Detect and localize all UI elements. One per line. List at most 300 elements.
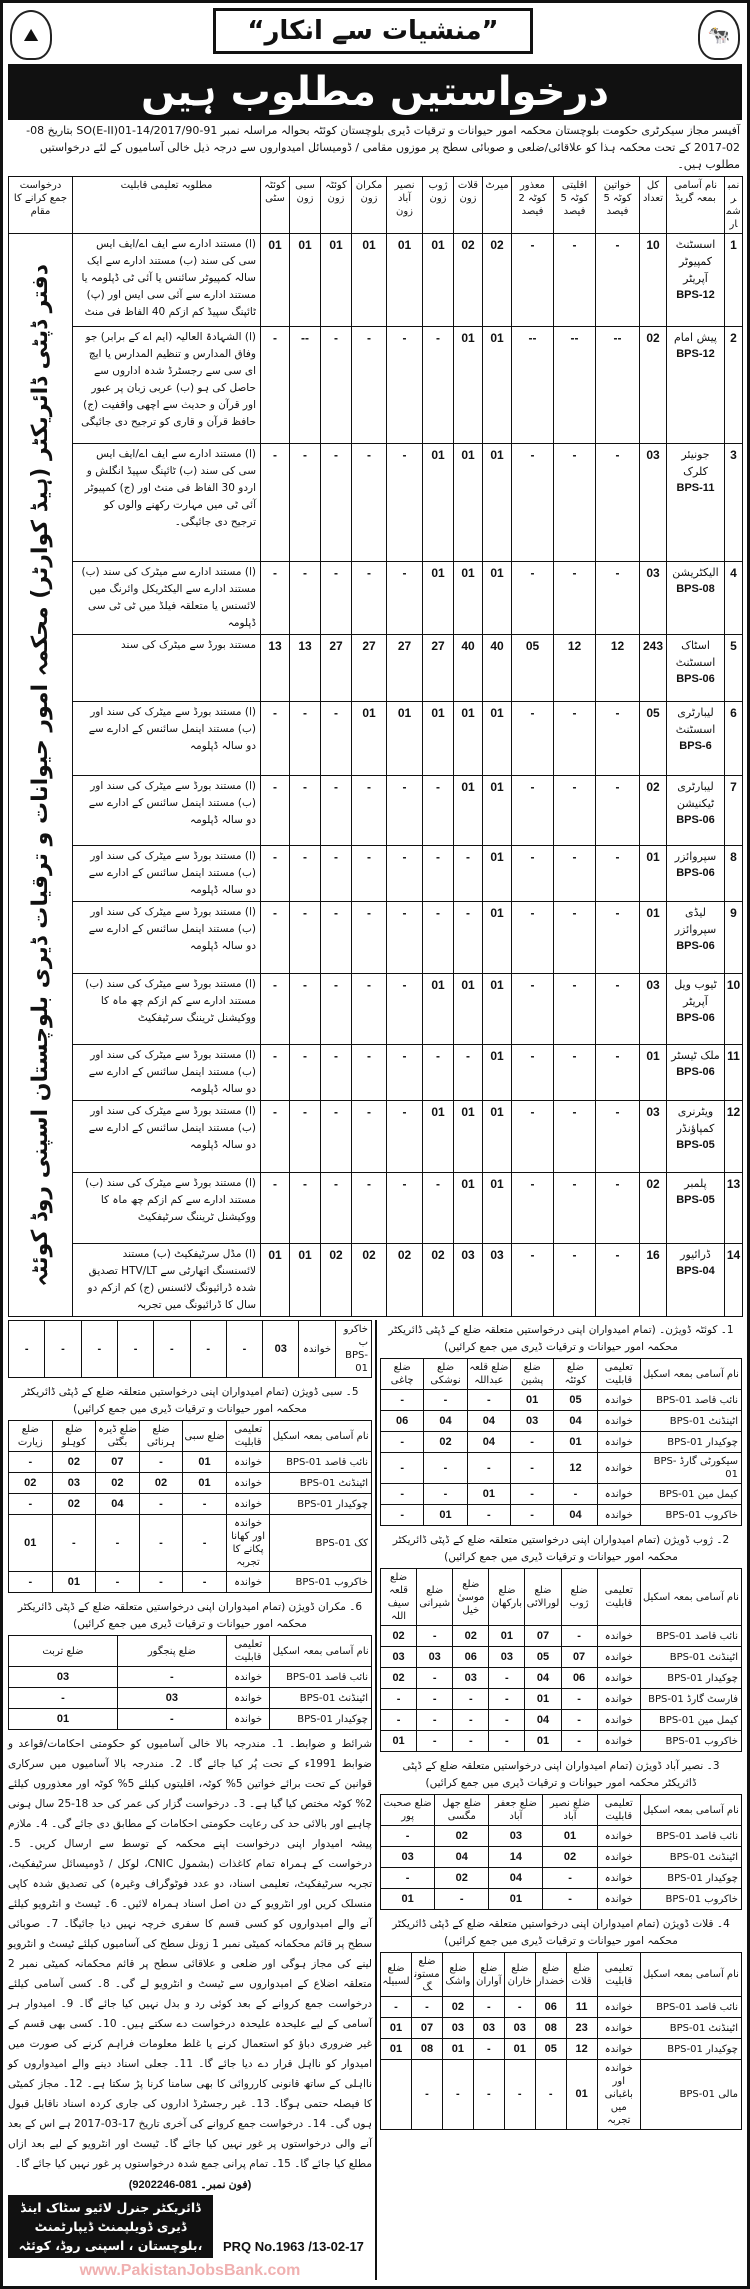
column-header: ضلع چاغی [381,1359,424,1390]
table-row [9,1572,372,1593]
qualification: خواندہ [597,2018,640,2039]
district-count: - [381,1868,435,1889]
quota-count: -- [290,327,321,444]
phone-number: (فون نمبر۔ 081-9202246) [128,2179,252,2191]
division-table-makran [8,1635,372,1730]
post-name: نائب قاصد BPS-01 [640,1826,741,1847]
quota-count: 02 [640,327,667,444]
table-row [381,1647,742,1668]
district-count: - [510,1484,553,1505]
division-heading: 5۔ سبی ڈویژن (تمام امیدواران اپنی درخواستیں متعلقہ ضلع کے ڈپٹی ڈائریکٹر محکمہ امور حیوانات و ترقیات ڈیری میں جمع کرائیں) [21,1386,359,1415]
table-row [381,1505,742,1526]
quota-count: - [554,974,596,1045]
district-count: - [473,1997,504,2018]
division-heading: 1۔ کوئٹہ ڈویژن۔ (تمام امیدواران اپنی درخواستیں متعلقہ ضلع کے ڈپٹی ڈائریکٹر محکمہ امور حیوانات و ترقیات ڈیری میں جمع کرائیں) [388,1324,734,1353]
quota-count: - [387,562,423,635]
row-number: 7 [725,776,743,846]
qualification: خواندہ [597,1484,640,1505]
quota-count: - [387,444,423,562]
quota-count: - [423,1045,454,1101]
table-row [9,1045,743,1101]
table-row [9,1667,372,1688]
quota-count: 13 [261,635,290,702]
district-count: 04 [467,1411,510,1432]
district-count: - [117,1709,226,1730]
district-count: 02 [442,1997,473,2018]
left-column [8,1320,375,2280]
quota-count: - [387,902,423,974]
qualification: (ا) مڈل سرٹیفکیٹ (ب) مستند لائسنسنگ اتھارٹی سے HTV/LT تصدیق شدہ ڈرائیونگ لائسنس (ج) کم ازکم دو سال کا ڈرائیونگ میں تجربہ [73,1244,261,1317]
quota-count: - [554,562,596,635]
district-count: - [424,1484,467,1505]
table-row [9,776,743,846]
table-row [381,1731,742,1752]
table-row [381,1868,742,1889]
quota-count: - [554,1045,596,1101]
column-header: ضلع کوئٹہ [554,1359,597,1390]
district-count: - [9,1494,53,1515]
column-header: نام آسامی بمعہ اسکیل [640,1359,741,1390]
quota-count: - [554,1101,596,1173]
quota-count: 01 [423,702,454,776]
district-count: - [473,2060,504,2130]
district-count: - [411,2060,442,2130]
post-grade: BPS-06 [676,1066,715,1078]
district-count: - [467,1505,510,1526]
table-row [381,1484,742,1505]
quota-count: 01 [483,444,512,562]
district-count: 02 [424,1432,467,1453]
district-count: - [139,1452,183,1473]
quota-count: - [554,702,596,776]
quota-count: 01 [640,846,667,902]
quota-count: 13 [290,635,321,702]
quota-count: - [512,1101,554,1173]
quota-count: - [352,1173,387,1244]
post-grade: BPS-05 [676,1194,715,1206]
quota-count: 05 [512,635,554,702]
post-name [667,1101,725,1173]
table-row [9,902,743,974]
cell: خواندہ [299,1321,335,1378]
column-header: کوئٹہ زون [321,177,352,234]
quota-count: 01 [387,702,423,776]
quota-count: - [596,444,640,562]
qualification: خواندہ [226,1572,270,1593]
qualification: خواندہ [226,1688,270,1709]
division-area [8,1320,742,2280]
district-count: - [381,1505,424,1526]
district-count: 02 [381,1626,417,1647]
quota-count: - [290,444,321,562]
cell: 03 [263,1321,299,1378]
quota-count: 01 [290,1244,321,1317]
district-count: - [467,1453,510,1484]
quota-count: - [261,702,290,776]
quota-count: -- [512,327,554,444]
application-place [9,234,73,1317]
qualification: خواندہ [597,1626,640,1647]
main-posts-table [8,176,743,1317]
post-name: خاکروب BPS-01 [270,1572,372,1593]
qualification: خواندہ [226,1667,270,1688]
quota-count: - [596,1173,640,1244]
post-name [667,444,725,562]
district-count: - [381,1689,417,1710]
table-row [381,1710,742,1731]
qualification: خواندہ [597,2039,640,2060]
post-name: نائب قاصد BPS-01 [640,1626,741,1647]
quota-count: - [512,444,554,562]
watermark: www.PakistanJobsBank.com [79,2262,301,2279]
column-header: ضلع خاران [504,1953,535,1997]
column-header: مکران زون [352,177,387,234]
column-header: معذور کوٹہ 2 فیصد [512,177,554,234]
quota-count: 01 [483,327,512,444]
district-count: 03 [417,1647,453,1668]
quota-count: 01 [483,1173,512,1244]
column-header: کوئٹہ سٹی [261,177,290,234]
district-count: - [561,1626,597,1647]
district-count: - [442,2060,473,2130]
quota-count: - [261,444,290,562]
quota-count: - [290,562,321,635]
district-count: 05 [554,1390,597,1411]
qualification: (ا) مستند بورڈ سے میٹرک کی سند اور (ب) مستند اینمل سائنس کے ادارے سے دو سالہ ڈپلومہ [73,776,261,846]
quota-count: 01 [261,1244,290,1317]
district-count: 01 [183,1452,227,1473]
district-count: 01 [381,1889,435,1910]
district-count: 04 [525,1668,561,1689]
district-count: 01 [52,1572,96,1593]
quota-count: 27 [352,635,387,702]
district-count: 01 [442,2039,473,2060]
quota-count: 01 [321,234,352,327]
quota-count: 01 [483,1101,512,1173]
quota-count: - [387,776,423,846]
post-name: خاکروب BPS-01 [640,1505,741,1526]
post-name: چوکیدار BPS-01 [270,1494,372,1515]
district-count: - [381,1484,424,1505]
cell: - [117,1321,153,1378]
table-row [9,702,743,776]
table-row [9,234,743,327]
row-number: 5 [725,635,743,702]
district-count: - [381,1453,424,1484]
quota-count: 01 [483,776,512,846]
table-header-row [381,1795,742,1826]
quota-count: - [596,234,640,327]
district-count: 12 [554,1453,597,1484]
row-number: 9 [725,902,743,974]
column-header: ضلع قلعہ سیف اللہ [381,1569,417,1626]
quota-count: - [512,1244,554,1317]
post-title: اسٹاک اسسٹنٹ [675,639,716,669]
district-count: - [535,2060,566,2130]
quota-count: 27 [423,635,454,702]
quota-count: - [290,1101,321,1173]
column-header: تعلیمی قابلیت [597,1953,640,1997]
post-name: خاکروب BPS-01 [640,1889,741,1910]
qualification: خواندہ [226,1473,270,1494]
column-header: نام آسامی بمعہ اسکیل [270,1421,372,1452]
quota-count: - [352,327,387,444]
quota-count: - [290,974,321,1045]
quota-count: 03 [640,974,667,1045]
quota-count: - [290,846,321,902]
quota-count: 27 [387,635,423,702]
quota-count: 01 [640,1045,667,1101]
table-row [9,1515,372,1572]
qualification: خواندہ [597,1826,640,1847]
district-count: 01 [424,1505,467,1526]
quota-count: - [261,327,290,444]
quota-count: 40 [483,635,512,702]
district-count: - [473,2039,504,2060]
quota-count: - [423,327,454,444]
quota-count: - [290,1173,321,1244]
district-count: - [510,1432,553,1453]
district-count: - [504,1997,535,2018]
cell: - [9,1321,45,1378]
district-count: - [453,1731,489,1752]
district-count: 01 [489,1626,525,1647]
quota-count: - [321,562,352,635]
column-header: ضلع جھل مگسی [435,1795,489,1826]
row-number: 13 [725,1173,743,1244]
post-title: جونیئر کلرک [681,448,710,478]
post-name: اٹینڈنٹ BPS-01 [270,1473,372,1494]
application-place-text: دفتر ڈپٹی ڈائریکٹر (ہیڈ کوارٹر) محکمہ امور حیوانات و ترقیات ڈیری بلوچستان اسپنی روڈ کوئٹہ [27,263,53,1287]
district-count: - [96,1572,140,1593]
quota-count: - [423,846,454,902]
district-count: - [554,1484,597,1505]
qualification: خواندہ [597,1889,640,1910]
post-name: چوکیدار BPS-01 [270,1709,372,1730]
division-table-quetta [380,1358,742,1526]
district-count: 01 [381,2018,412,2039]
qualification: (ا) مستند بورڈ سے میٹرک کی سند اور (ب) مستند اینمل سائنس کے ادارے سے دو سالہ ڈپلومہ [73,1045,261,1101]
column-header: نمبر شمار [725,177,743,234]
quota-count: 01 [261,234,290,327]
post-title: سپروائزر [674,850,717,863]
post-name: چوکیدار BPS-01 [640,2039,741,2060]
qualification: خواندہ اور باغبانی میں تجربہ [597,2060,640,2130]
division-table-sibi [8,1420,372,1593]
district-count: - [139,1515,183,1572]
quota-count: - [290,702,321,776]
row-number: 1 [725,234,743,327]
district-count: - [381,1997,412,2018]
table-row [9,1244,743,1317]
row-number: 6 [725,702,743,776]
column-header: ضلع جعفر آباد [489,1795,543,1826]
district-count: 03 [489,1826,543,1847]
qualification: مستند بورڈ سے میٹرک کی سند [73,635,261,702]
column-header: میرٹ [483,177,512,234]
district-count: 02 [435,1826,489,1847]
quota-count: 01 [423,974,454,1045]
table-row [381,1997,742,2018]
quota-count: 02 [483,234,512,327]
qualification: (ا) مستند بورڈ سے میٹرک کی سند اور (ب) مستند اینمل سائنس کے ادارے سے دو سالہ ڈپلومہ [73,702,261,776]
district-count: 03 [52,1473,96,1494]
district-count: 06 [381,1411,424,1432]
post-name [667,776,725,846]
qualification: خواندہ [597,1432,640,1453]
column-header: ضلع نوشکی [424,1359,467,1390]
district-count: - [489,1668,525,1689]
column-header: سبی زون [290,177,321,234]
post-title: ڈرائیور [680,1248,711,1261]
signature-block: ڈائریکٹر جنرل لائیو سٹاک اینڈ ڈیری ڈویلپمنٹ ڈیپارٹمنٹ ،بلوچستان ، اسپنی روڈ، کوئٹہ [8,2195,213,2258]
district-count: - [417,1731,453,1752]
district-count: 02 [543,1847,597,1868]
qualification: خواندہ [597,1847,640,1868]
district-count: 01 [9,1515,53,1572]
column-header: تعلیمی قابلیت [597,1795,640,1826]
quota-count: 243 [640,635,667,702]
quota-count: 12 [554,635,596,702]
quota-count: - [290,902,321,974]
quota-count: - [512,776,554,846]
quota-count: - [512,1173,554,1244]
district-count: - [489,1689,525,1710]
quota-count: - [261,1045,290,1101]
row-number: 4 [725,562,743,635]
district-count [381,2060,412,2130]
district-count: 07 [525,1626,561,1647]
quota-count: 01 [454,327,483,444]
post-name: مالی BPS-01 [640,2060,741,2130]
district-count: 14 [489,1847,543,1868]
cell: - [81,1321,117,1378]
district-count: 03 [453,1668,489,1689]
post-grade: BPS-12 [676,289,715,301]
division-section-makran [8,1597,372,1730]
division-heading: 6۔ مکران ڈویژن (تمام امیدواران اپنی درخواستیں متعلقہ ضلع کے ڈپٹی ڈائریکٹر محکمہ امور حیوانات و ترقیات ڈیری میں جمع کرائیں) [17,1601,363,1630]
post-name [667,234,725,327]
table-row [381,1390,742,1411]
quota-count: - [352,444,387,562]
division-section-kalat [380,1914,742,2130]
prq-number: PRQ No.1963 /13-02-17 [223,2239,364,2254]
quota-count: 05 [640,702,667,776]
district-count: - [510,1505,553,1526]
cell: - [226,1321,262,1378]
quota-count: - [512,562,554,635]
district-count: 01 [467,1484,510,1505]
district-count: 02 [52,1452,96,1473]
quota-count: 02 [640,1173,667,1244]
post-title: لیڈی سپروائزر [674,906,717,936]
table-header-row [9,1636,372,1667]
row-number: 14 [725,1244,743,1317]
column-header: درخواست جمع کرانے کا مقام [9,177,73,234]
quota-count: 01 [352,234,387,327]
post-name: کک BPS-01 [270,1515,372,1572]
quota-count: - [387,1173,423,1244]
quota-count: - [261,902,290,974]
post-grade: BPS-04 [676,1265,715,1277]
quota-count: -- [554,327,596,444]
terms-and-conditions: شرائط و ضوابط۔ 1۔ مندرجہ بالا خالی آسامیوں کو حکومتی احکامات/قواعد و ضوابط 1991ء کے تحت پُر کیا جائے گا۔ 2۔ مندرجہ بالا آسامیوں میں سرکاری قوانین کے تحت برائے خواتین 5% کوٹہ، اقلیتوں کیلئے 5% کوٹہ اور معذوروں کیلئے 2% کوٹہ مختص کیا گیا ہے۔ 3۔ درخواست گزار کی عمر کی حد 18-25 سال ہونی چاہیے اور بالائی حد کی رعایت حکومتی احکامات کے مطابق دی جائے گی۔ 4۔ ملازم پیشہ امیدوار اپنی درخواست اپنے محکمہ کے توسط سے ارسال کریں۔ 5۔ درخواست کے ہمراہ تمام کاغذات (بشمول CNIC، لوکل / ڈومیسائل سرٹیفکیٹ، تجربہ سرٹیفکیٹ، تعلیمی اسناد، دو عدد فوٹوگراف وغیرہ) کی تصدیق شدہ کاپی منسلک کریں اور انٹرویو کے دن اصل اسناد ہمراہ لائیں۔ 6۔ ٹیسٹ و انٹرویو کیلئے آنے والے امیدواروں کو کسی قسم کا سفری خرچہ نہیں دیا جائیگا۔ 7۔ صوبائی سطح پر قائم محکمانہ کمیٹی نمبر 1 زونل سطح کی آسامیوں کیلئے ٹیسٹ و انٹرویو لینے کی مجاز ہوگی اور ضلعی و علاقائی سطح پر قائم محکمانہ کمیٹی نمبر 2 متعلقہ اضلاع کے امیدواروں سے ٹیسٹ و انٹرویو لے گی۔ 8۔ کسی آسامی کیلئے درخواست جمع کروانے کے بعد کوئی رد و بدل نہیں کیا جائے گا۔ 9۔ امیدوار ہر آسامی کے لیے علیحدہ علیحدہ درخواست دے سکتے ہیں۔ 10۔ کسی بھی قسم کے غیر ضروری دباؤ کو استعمال کرنے یا غلط معلومات فراہم کرنے کی صورت میں امیدوار کو نااہل قرار دے دیا جائے گا۔ 11۔ جعلی اسناد دینے والے امیدواروں کو نااہلی کے ساتھ قانونی کارروائی کا بھی سامنا کرنا پڑ سکتا ہے۔ 12۔ مجاز کمیٹی کا فیصلہ حتمی ہوگا۔ 13۔ غیر رجسٹرڈ اداروں کی جاری کردہ اسناد ناقابل قبول ہوں گی۔ 14۔ درخواست جمع کروانے کی آخری تاریخ 17-03-2017 ہے اس کے بعد آنے والی درخواستوں پر غور نہیں کیا جائے گا۔ ٹیسٹ اور انٹرویو کے لیے بعد ازاں مطلع کیا جائے گا۔ 15۔ تمام پرانی جمع شدہ درخواستوں پر غور نہیں کیا جائے گا۔ [8,1738,373,2170]
post-grade: BPS-6 [679,740,712,752]
qualification: خواندہ [597,1647,640,1668]
quota-count: - [554,444,596,562]
district-count: - [183,1515,227,1572]
row-number: 10 [725,974,743,1045]
quota-count: - [321,902,352,974]
column-header: ضلع پشین [510,1359,553,1390]
district-count: 01 [489,1889,543,1910]
district-count: 02 [381,1668,417,1689]
column-header: نام آسامی بمعہ اسکیل [640,1569,741,1626]
column-header: تعلیمی قابلیت [226,1421,270,1452]
footer [8,2195,372,2258]
post-name: نائب قاصد BPS-01 [640,1390,741,1411]
quota-count: - [596,562,640,635]
post-grade: BPS-06 [676,867,715,879]
post-name [667,1173,725,1244]
table-row [9,444,743,562]
district-count: 02 [139,1473,183,1494]
column-header: ضلع لورالائی [525,1569,561,1626]
column-header: ضلع ژوب [561,1569,597,1626]
table-row [9,562,743,635]
table-header-row [9,1421,372,1452]
post-title: ٹیوب ویل آپریٹر [674,978,717,1008]
district-count: - [96,1515,140,1572]
district-count: 07 [411,2018,442,2039]
column-header: ضلع پنجگور [117,1636,226,1667]
cell: - [45,1321,81,1378]
quota-count: 01 [454,702,483,776]
quota-count: - [596,1045,640,1101]
post-name: اٹینڈنٹ BPS-01 [640,1647,741,1668]
quota-count: 10 [640,234,667,327]
table-row [381,2018,742,2039]
district-count: - [139,1494,183,1515]
division-section-sibi [8,1382,372,1593]
district-count: 02 [52,1494,96,1515]
post-grade: BPS-06 [676,673,715,685]
quota-count: -- [596,327,640,444]
post-name: اٹینڈنٹ BPS-01 [270,1688,372,1709]
quota-count: 02 [321,1244,352,1317]
quota-count: - [554,902,596,974]
district-count: - [417,1689,453,1710]
quota-count: - [321,776,352,846]
post-name [667,846,725,902]
post-grade: BPS-06 [676,940,715,952]
quota-count: 02 [387,1244,423,1317]
qualification: خواندہ [597,1411,640,1432]
post-name: فارسٹ گارڈ BPS-01 [640,1689,741,1710]
quota-count: - [352,1045,387,1101]
qualification: (ا) مستند بورڈ سے میٹرک کی سند اور (ب) مستند اینمل سائنس کے ادارے سے دو سالہ ڈپلومہ [73,902,261,974]
district-count: 12 [566,2039,597,2060]
qualification: (ا) مستند بورڈ سے میٹرک کی سند (ب) مستند ادارے سے کم ازکم چھ ماہ کا ووکیشنل ٹریننگ سرٹیفکیٹ [73,974,261,1045]
table-row [9,635,743,702]
column-header: ضلع لسبیلہ [381,1953,412,1997]
district-count: 04 [96,1494,140,1515]
district-count: - [381,1710,417,1731]
post-name: نائب قاصد BPS-01 [640,1997,741,2018]
quota-count: 01 [454,562,483,635]
column-header: ضلع تربت [9,1636,118,1667]
table-row [381,1411,742,1432]
